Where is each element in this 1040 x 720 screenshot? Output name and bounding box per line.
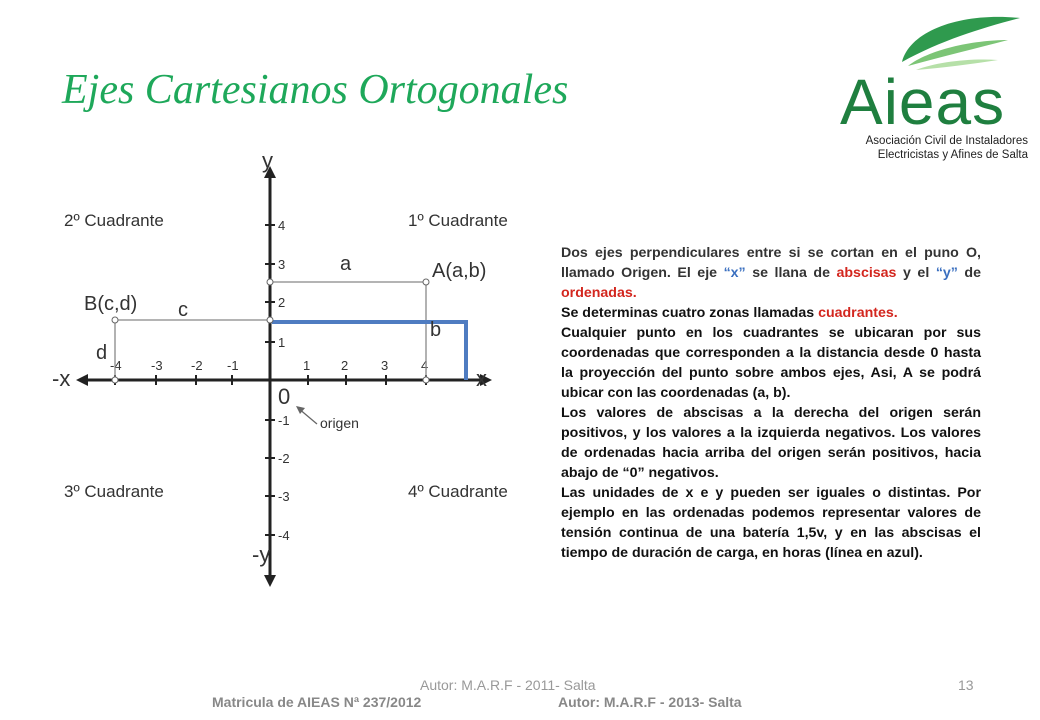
p1-y: “y” [935, 265, 958, 281]
paragraph-5: Las unidades de x e y pueden ser iguales o distintas. Por ejemplo en las ordenadas podemos representar valores de tensión continua de una batería 1,5v, y en las abscisas el tiempo de duración de carga, en horas (línea en azul). [561, 485, 981, 561]
aieas-logo [832, 10, 1032, 165]
y-tick-label: -2 [278, 451, 290, 466]
p1-text3: y el [896, 265, 936, 281]
x-tick-label: 3 [381, 358, 389, 373]
cartesian-diagram [50, 150, 530, 590]
origin-label: 0 [278, 384, 291, 409]
axis-x-label: x [476, 366, 487, 391]
cartesian-plane [50, 150, 530, 590]
p1-text4: de [957, 265, 981, 281]
p1-ordenadas: ordenadas. [561, 285, 637, 301]
quadrant-3-label: 3º Cuadrante [64, 482, 164, 501]
axis-neg-y-label: -y [252, 542, 271, 567]
x-tick-label: -2 [191, 358, 203, 373]
p1-x: “x” [723, 265, 746, 281]
point-b-marker [112, 317, 118, 323]
point-a-label: A(a,b) [432, 260, 487, 282]
slide-title: Ejes Cartesianos Ortogonales [62, 67, 569, 113]
point-b-label: B(c,d) [84, 293, 138, 315]
p1-abscisas: abscisas [836, 265, 897, 281]
x-tick-label: 4 [421, 358, 429, 373]
quadrant-1-label: 1º Cuadrante [408, 211, 508, 230]
x-tick-label: -3 [151, 358, 163, 373]
neg-y-axis-arrow [264, 575, 276, 587]
axis-y-label: y [262, 148, 273, 173]
y-tick-label: 1 [278, 335, 286, 350]
footer-author-2013: Autor: M.A.R.F - 2013- Salta [558, 694, 742, 710]
origin-caption: origen [320, 415, 359, 431]
page-number: 13 [958, 677, 974, 693]
p2-cuadrantes: cuadrantes. [818, 305, 898, 321]
logo-wordmark: Aieas [840, 66, 1006, 138]
paragraph-3: Cualquier punto en los cuadrantes se ubicaran por sus coordenadas que corresponden a la distancia desde 0 hasta la proyección del punto sobre ambos ejes, Asi, A se podrá ubicar con las coordenadas (a, b). [561, 325, 981, 401]
point-a-x-marker [423, 377, 429, 383]
point-a-marker [423, 279, 429, 285]
logo-org-line1: Asociación Civil de Instaladores [865, 135, 1028, 147]
y-tick-label: 2 [278, 295, 286, 310]
y-tick-label: -3 [278, 489, 290, 504]
segment-c-label: c [178, 299, 188, 321]
y-tick-label: -4 [278, 528, 290, 543]
point-b-y-marker [267, 317, 273, 323]
segment-a-label: a [340, 253, 352, 275]
neg-x-axis-arrow [76, 374, 88, 386]
quadrant-4-label: 4º Cuadrante [408, 482, 508, 501]
x-tick-label: 1 [303, 358, 311, 373]
x-tick-label: -1 [227, 358, 239, 373]
y-tick-label: 4 [278, 218, 286, 233]
y-tick-label: 3 [278, 257, 286, 272]
paragraph-2 [561, 303, 981, 323]
segment-d-label: d [96, 342, 108, 364]
paragraph-1 [561, 243, 981, 303]
paragraph-4: Los valores de abscisas a la derecha del origen serán positivos, y los valores a la izquierda negativos. Los valores de ordenadas hacia arriba del origen serán positivos, hacia abajo de “0” negativos. [561, 405, 981, 481]
logo-org-name [842, 134, 1028, 162]
x-tick-label: 2 [341, 358, 349, 373]
quadrant-2-label: 2º Cuadrante [64, 211, 164, 230]
point-b-x-marker [112, 377, 118, 383]
footer-matricula: Matricula de AIEAS Nª 237/2012 [212, 694, 422, 710]
footer-author-2011: Autor: M.A.R.F - 2011- Salta [420, 677, 596, 693]
segment-b-label: b [430, 319, 442, 341]
y-tick-label: -1 [278, 413, 290, 428]
axis-neg-x-label: -x [52, 366, 71, 391]
x-tick-label: -4 [110, 358, 122, 373]
p1-text1: Dos ejes perpendiculares entre si se cortan en el puno O, llamado Origen. El eje [561, 245, 981, 281]
point-a-y-marker [267, 279, 273, 285]
p1-text2: se llana de [745, 265, 837, 281]
explanation-text [561, 243, 981, 563]
p2-text: Se determinas cuatro zonas llamadas [561, 305, 819, 321]
logo-org-line2: Electricistas y Afines de Salta [877, 149, 1028, 161]
